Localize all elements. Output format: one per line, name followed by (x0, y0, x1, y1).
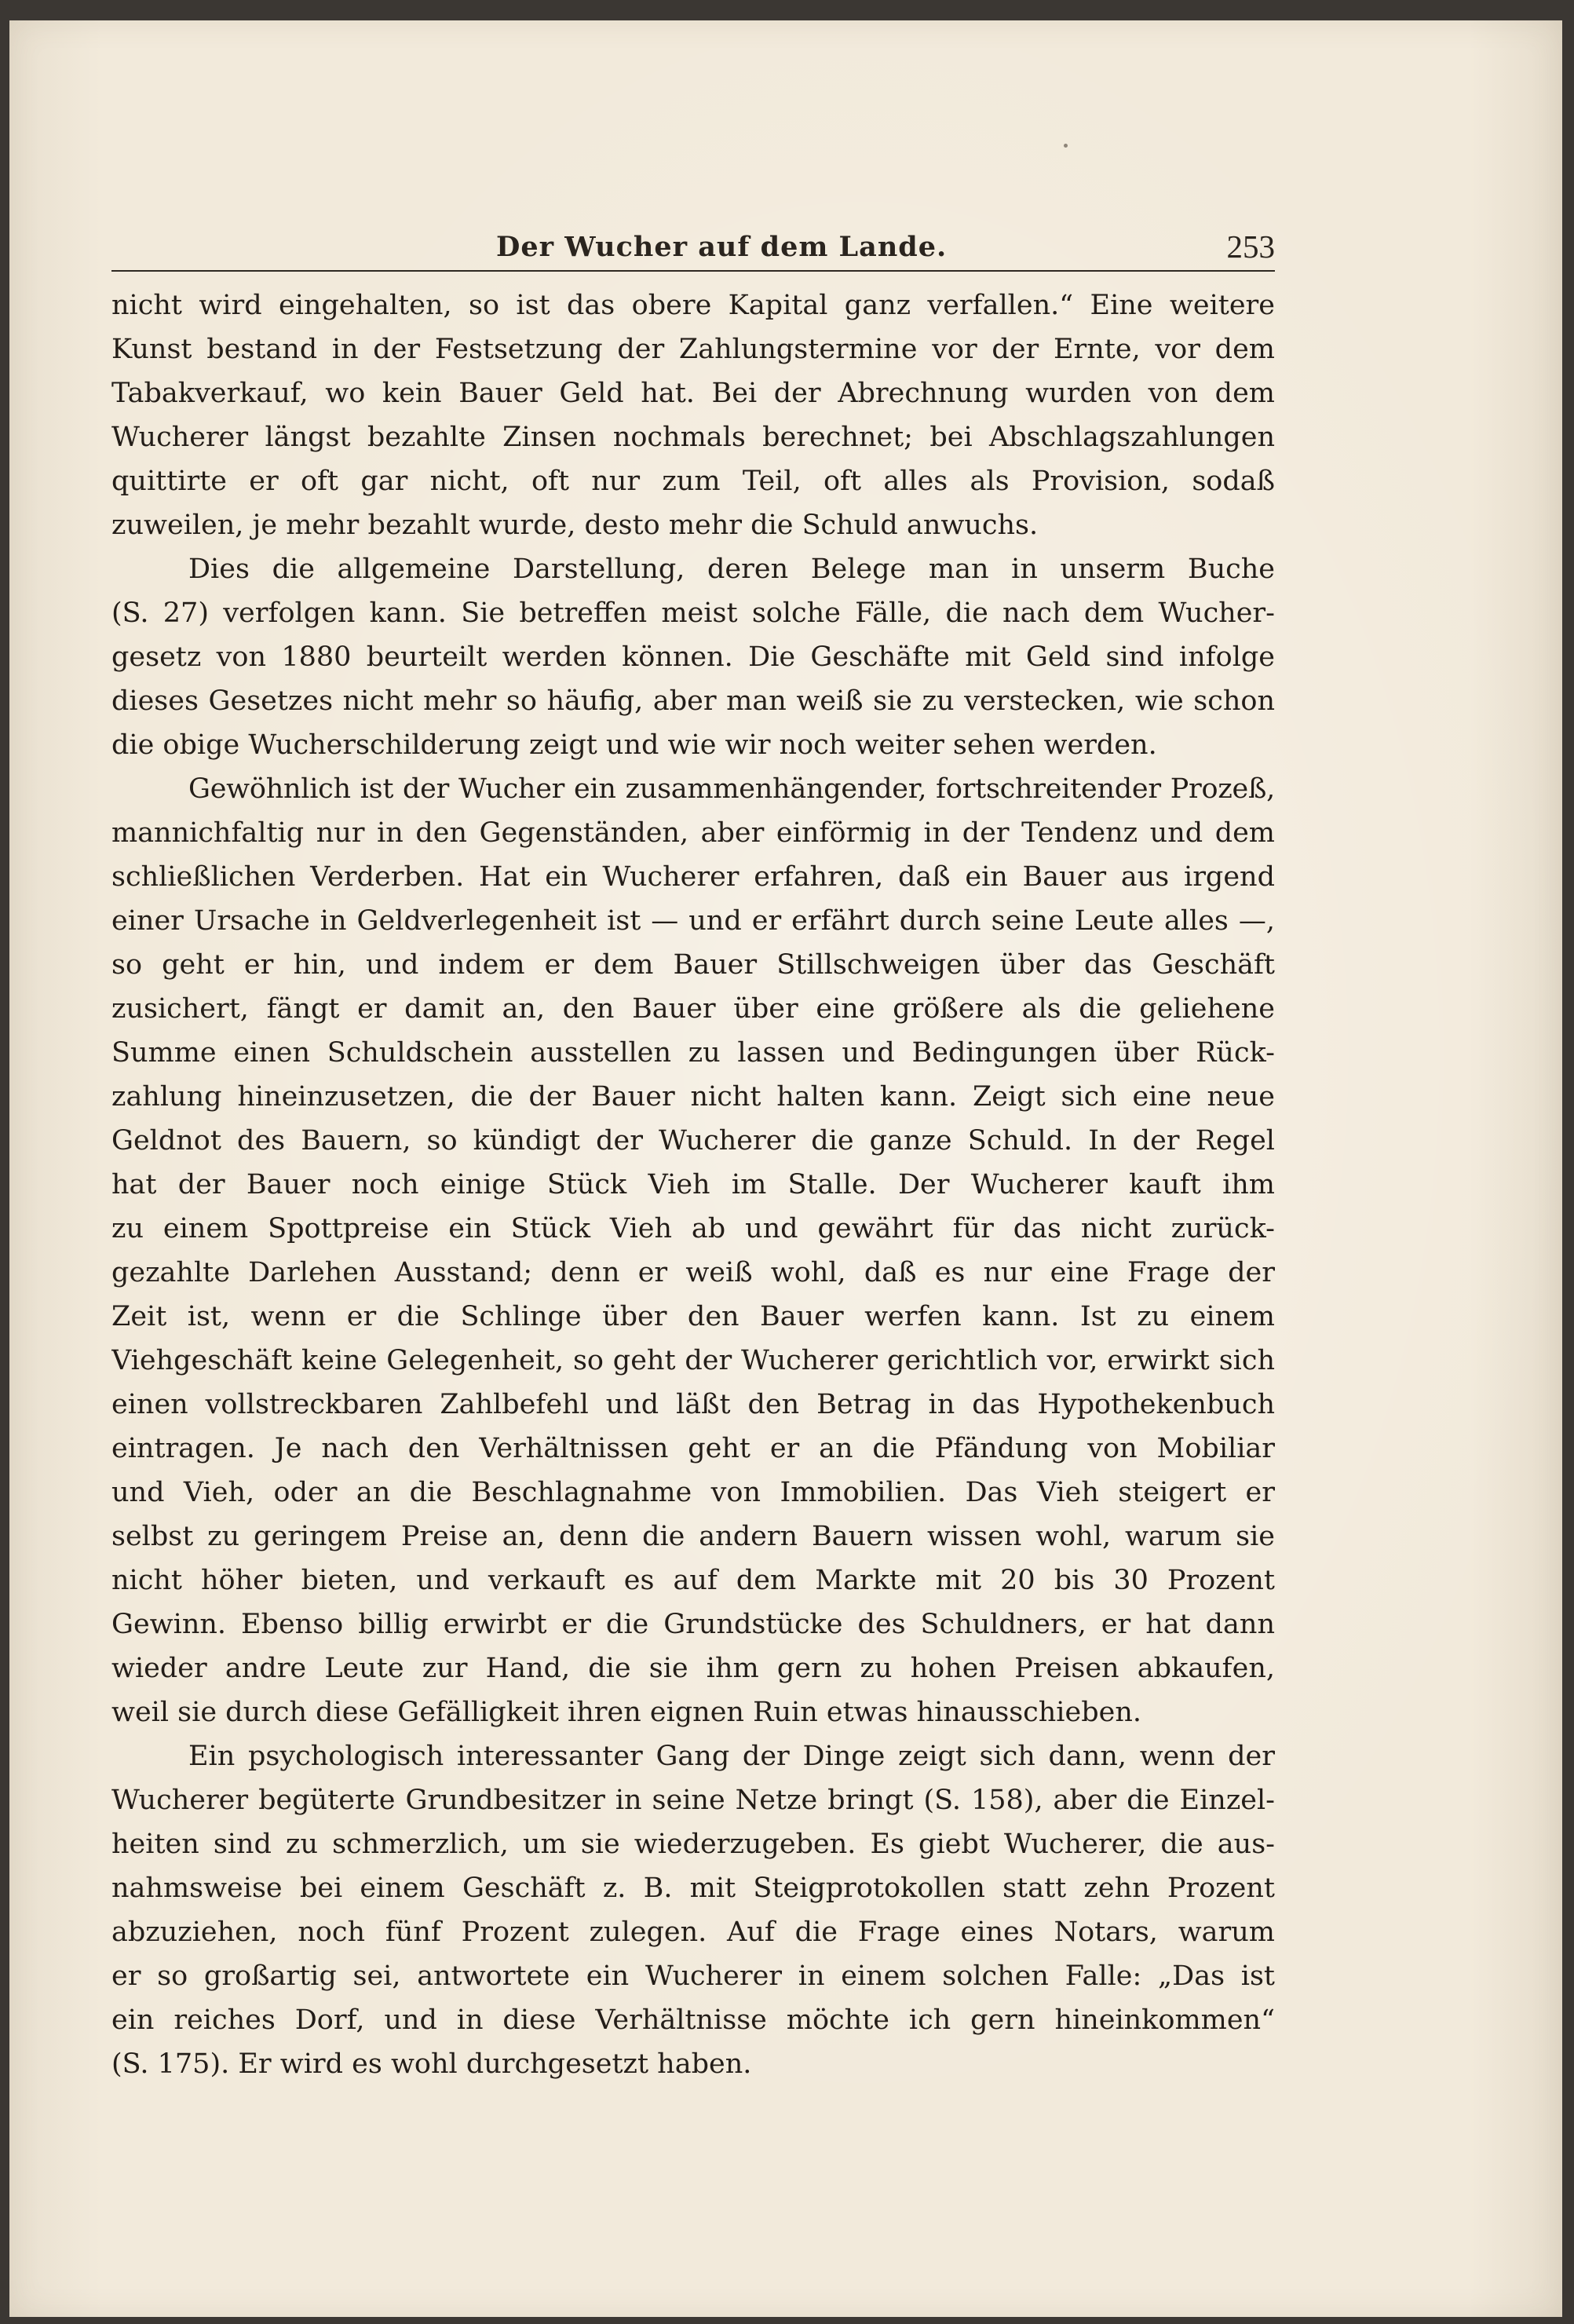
text-line: er so großartig sei, antwortete ein Wucherer in einem solchen Falle: „Das ist (111, 1960, 1275, 1992)
text-line: wieder andre Leute zur Hand, die sie ihm gern zu hohen Preisen abkaufen, (111, 1653, 1275, 1684)
text-line: abzuziehen, noch fünf Prozent zulegen. Auf die Frage eines Notars, warum (111, 1917, 1275, 1948)
text-line: (S. 27) verfolgen kann. Sie betreffen meist solche Fälle, die nach dem Wucher- (111, 597, 1275, 629)
text-line: dieses Gesetzes nicht mehr so häufig, aber man weiß sie zu verstecken, wie schon (111, 685, 1275, 717)
text-line: weil sie durch diese Gefälligkeit ihren eignen Ruin etwas hinausschieben. (111, 1697, 1141, 1728)
text-line: Dies die allgemeine Darstellung, deren Belege man in unserm Buche (188, 554, 1275, 585)
text-line: Tabakverkauf, wo kein Bauer Geld hat. Bei der Abrechnung wurden von dem (111, 378, 1275, 409)
text-line: nahmsweise bei einem Geschäft z. B. mit Steigprotokollen statt zehn Prozent (111, 1873, 1275, 1904)
text-line: Gewöhnlich ist der Wucher ein zusammenhängender, fortschreitender Prozeß, (188, 773, 1275, 805)
text-line: schließlichen Verderben. Hat ein Wucherer erfahren, daß ein Bauer aus irgend (111, 861, 1275, 893)
text-line: quittirte er oft gar nicht, oft nur zum Teil, oft alles als Provision, sodaß (111, 466, 1275, 497)
text-line: Wucherer begüterte Grundbesitzer in seine Netze bringt (S. 158), aber die Einzel- (111, 1785, 1275, 1816)
page-header (111, 226, 1275, 270)
text-line: heiten sind zu schmerzlich, um sie wiederzugeben. Es giebt Wucherer, die aus- (111, 1829, 1275, 1860)
text-line: und Vieh, oder an die Beschlagnahme von Immobilien. Das Vieh steigert er (111, 1477, 1275, 1508)
text-line: (S. 175). Er wird es wohl durchgesetzt haben. (111, 2048, 752, 2080)
text-line: Gewinn. Ebenso billig erwirbt er die Grundstücke des Schuldners, er hat dann (111, 1609, 1275, 1640)
text-line: selbst zu geringem Preise an, denn die andern Bauern wissen wohl, warum sie (111, 1521, 1275, 1552)
text-line: Wucherer längst bezahlte Zinsen nochmals berechnet; bei Abschlagszahlungen (111, 422, 1275, 453)
text-line: zu einem Spottpreise ein Stück Vieh ab und gewährt für das nicht zurück- (111, 1213, 1275, 1244)
text-line: gesetz von 1880 beurteilt werden können. Die Geschäfte mit Geld sind infolge (111, 641, 1275, 673)
text-line: Ein psychologisch interessanter Gang der Dinge zeigt sich dann, wenn der (188, 1741, 1275, 1772)
book-page (9, 20, 1562, 2317)
text-line: so geht er hin, und indem er dem Bauer Stillschweigen über das Geschäft (111, 949, 1275, 981)
body-text (111, 284, 1275, 2090)
text-line: Geldnot des Bauern, so kündigt der Wucherer die ganze Schuld. In der Regel (111, 1125, 1275, 1157)
text-line: Zeit ist, wenn er die Schlinge über den Bauer werfen kann. Ist zu einem (111, 1301, 1275, 1332)
paper-speck (1064, 144, 1068, 148)
text-line: zahlung hineinzusetzen, die der Bauer nicht halten kann. Zeigt sich eine neue (111, 1081, 1275, 1113)
text-line: Summe einen Schuldschein ausstellen zu lassen und Bedingungen über Rück- (111, 1037, 1275, 1069)
text-line: zusichert, fängt er damit an, den Bauer über eine größere als die geliehene (111, 993, 1275, 1025)
text-line: nicht wird eingehalten, so ist das obere Kapital ganz verfallen.“ Eine weitere (111, 290, 1275, 321)
text-line: mannichfaltig nur in den Gegenständen, aber einförmig in der Tendenz und dem (111, 817, 1275, 849)
text-line: hat der Bauer noch einige Stück Vieh im Stalle. Der Wucherer kauft ihm (111, 1169, 1275, 1200)
text-line: gezahlte Darlehen Ausstand; denn er weiß wohl, daß es nur eine Frage der (111, 1257, 1275, 1288)
text-line: ein reiches Dorf, und in diese Verhältnisse möchte ich gern hineinkommen“ (111, 2004, 1275, 2036)
text-line: einer Ursache in Geldverlegenheit ist — und er erfährt durch seine Leute alles —, (111, 905, 1275, 937)
text-line: einen vollstreckbaren Zahlbefehl und läßt den Betrag in das Hypothekenbuch (111, 1389, 1275, 1420)
text-line: nicht höher bieten, und verkauft es auf dem Markte mit 20 bis 30 Prozent (111, 1565, 1275, 1596)
text-line: zuweilen, je mehr bezahlt wurde, desto mehr die Schuld anwuchs. (111, 510, 1039, 541)
running-head: Der Wucher auf dem Lande. (496, 231, 948, 263)
page-number: 253 (1226, 228, 1275, 265)
text-line: eintragen. Je nach den Verhältnissen geht er an die Pfändung von Mobiliar (111, 1433, 1275, 1464)
text-line: Kunst bestand in der Festsetzung der Zahlungstermine vor der Ernte, vor dem (111, 334, 1275, 365)
text-line: Viehgeschäft keine Gelegenheit, so geht der Wucherer gerichtlich vor, erwirkt sich (111, 1345, 1275, 1376)
text-line: die obige Wucherschilderung zeigt und wie wir noch weiter sehen werden. (111, 729, 1157, 761)
header-rule (111, 270, 1275, 272)
